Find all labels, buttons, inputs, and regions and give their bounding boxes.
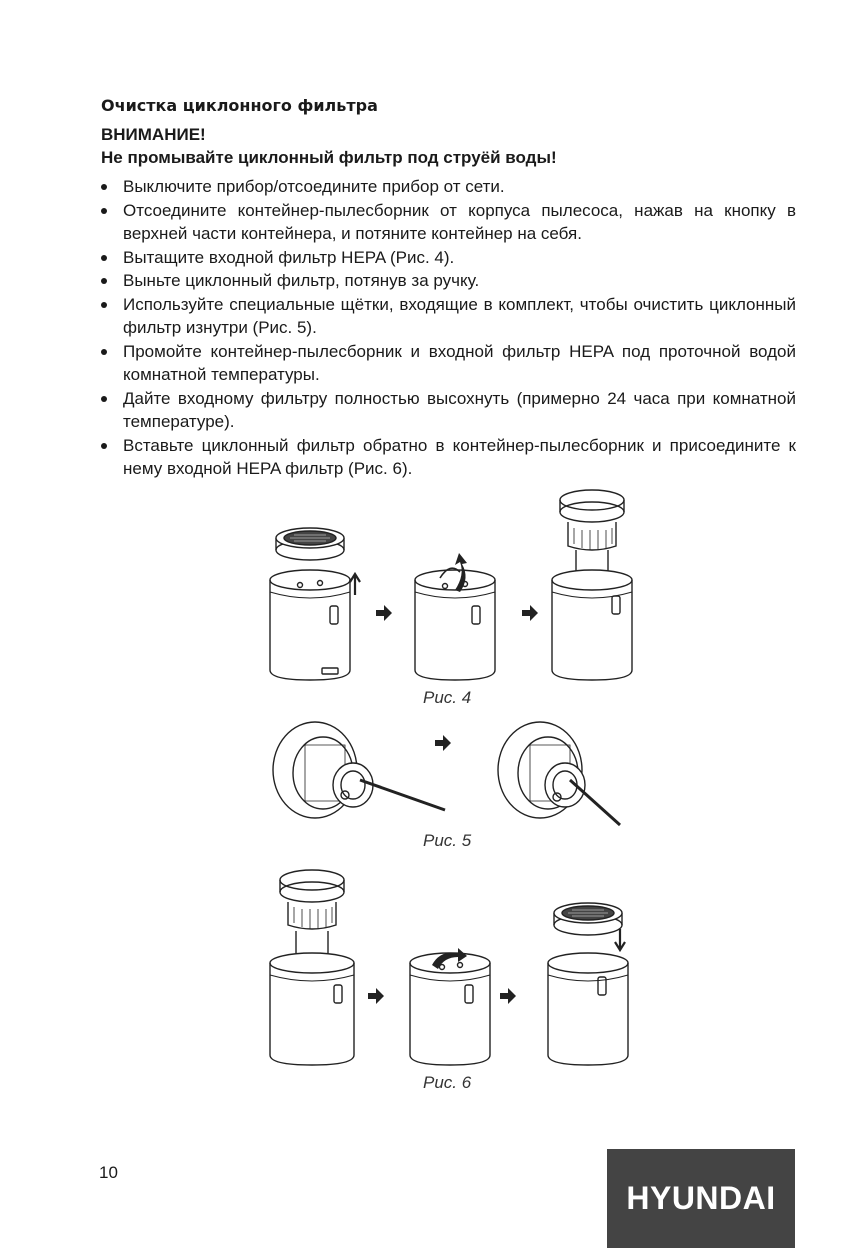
list-item: Выключите прибор/отсоедините прибор от сети. <box>99 175 796 199</box>
arrow-right-icon <box>368 988 384 1004</box>
cyclone-filter-icon <box>280 870 344 953</box>
dust-container-icon <box>552 570 632 680</box>
list-item: Выньте циклонный фильтр, потянув за ручку. <box>99 269 796 293</box>
arrow-right-icon <box>522 605 538 621</box>
arrow-right-icon <box>376 605 392 621</box>
list-item: Вставьте циклонный фильтр обратно в контейнер-пылесборник и присоедините к нему входной HEPA фильтр (Рис. 6). <box>99 434 796 481</box>
figure-4-caption: Рис. 4 <box>423 688 472 707</box>
section-title: Очистка циклонного фильтра <box>101 96 378 115</box>
figure-6-illustration <box>260 865 640 1075</box>
list-item: Дайте входному фильтру полностью высохнуть (примерно 24 часа при комнатной температуре). <box>99 387 796 434</box>
brush-icon <box>360 780 445 810</box>
dust-container-icon <box>410 953 490 1065</box>
instruction-list <box>99 175 796 481</box>
arrow-right-icon <box>500 988 516 1004</box>
warning-heading: ВНИМАНИЕ! <box>101 125 206 144</box>
brand-logo-text: HYUNDAI <box>626 1180 776 1216</box>
brand-logo <box>607 1149 795 1248</box>
arrow-down-icon <box>615 929 625 950</box>
warning-text: Не промывайте циклонный фильтр под струёй воды! <box>101 148 557 167</box>
cyclone-filter-icon <box>560 490 624 572</box>
dust-container-icon <box>548 953 628 1065</box>
list-item: Используйте специальные щётки, входящие в комплект, чтобы очистить циклонный фильтр изнутри (Рис. 5). <box>99 293 796 340</box>
arrow-right-icon <box>435 735 451 751</box>
cyclone-filter-icon <box>273 722 373 818</box>
page-number: 10 <box>99 1163 118 1182</box>
dust-container-icon <box>415 568 495 680</box>
dust-container-icon <box>270 953 354 1065</box>
arrow-up-icon <box>350 574 360 595</box>
list-item: Промойте контейнер-пылесборник и входной фильтр HEPA под проточной водой комнатной температуры. <box>99 340 796 387</box>
figure-6-caption: Рис. 6 <box>423 1073 472 1092</box>
cyclone-filter-icon <box>498 722 585 818</box>
figure-4-illustration <box>260 480 640 690</box>
figure-5-caption: Рис. 5 <box>423 831 472 850</box>
hepa-filter-icon <box>276 528 344 560</box>
figure-5-illustration <box>265 715 635 835</box>
dust-container-icon <box>270 570 350 680</box>
list-item: Отсоедините контейнер-пылесборник от корпуса пылесоса, нажав на кнопку в верхней части контейнера, и потяните контейнер на себя. <box>99 199 796 246</box>
list-item: Вытащите входной фильтр HEPA (Рис. 4). <box>99 246 796 270</box>
hepa-filter-icon <box>554 903 622 935</box>
